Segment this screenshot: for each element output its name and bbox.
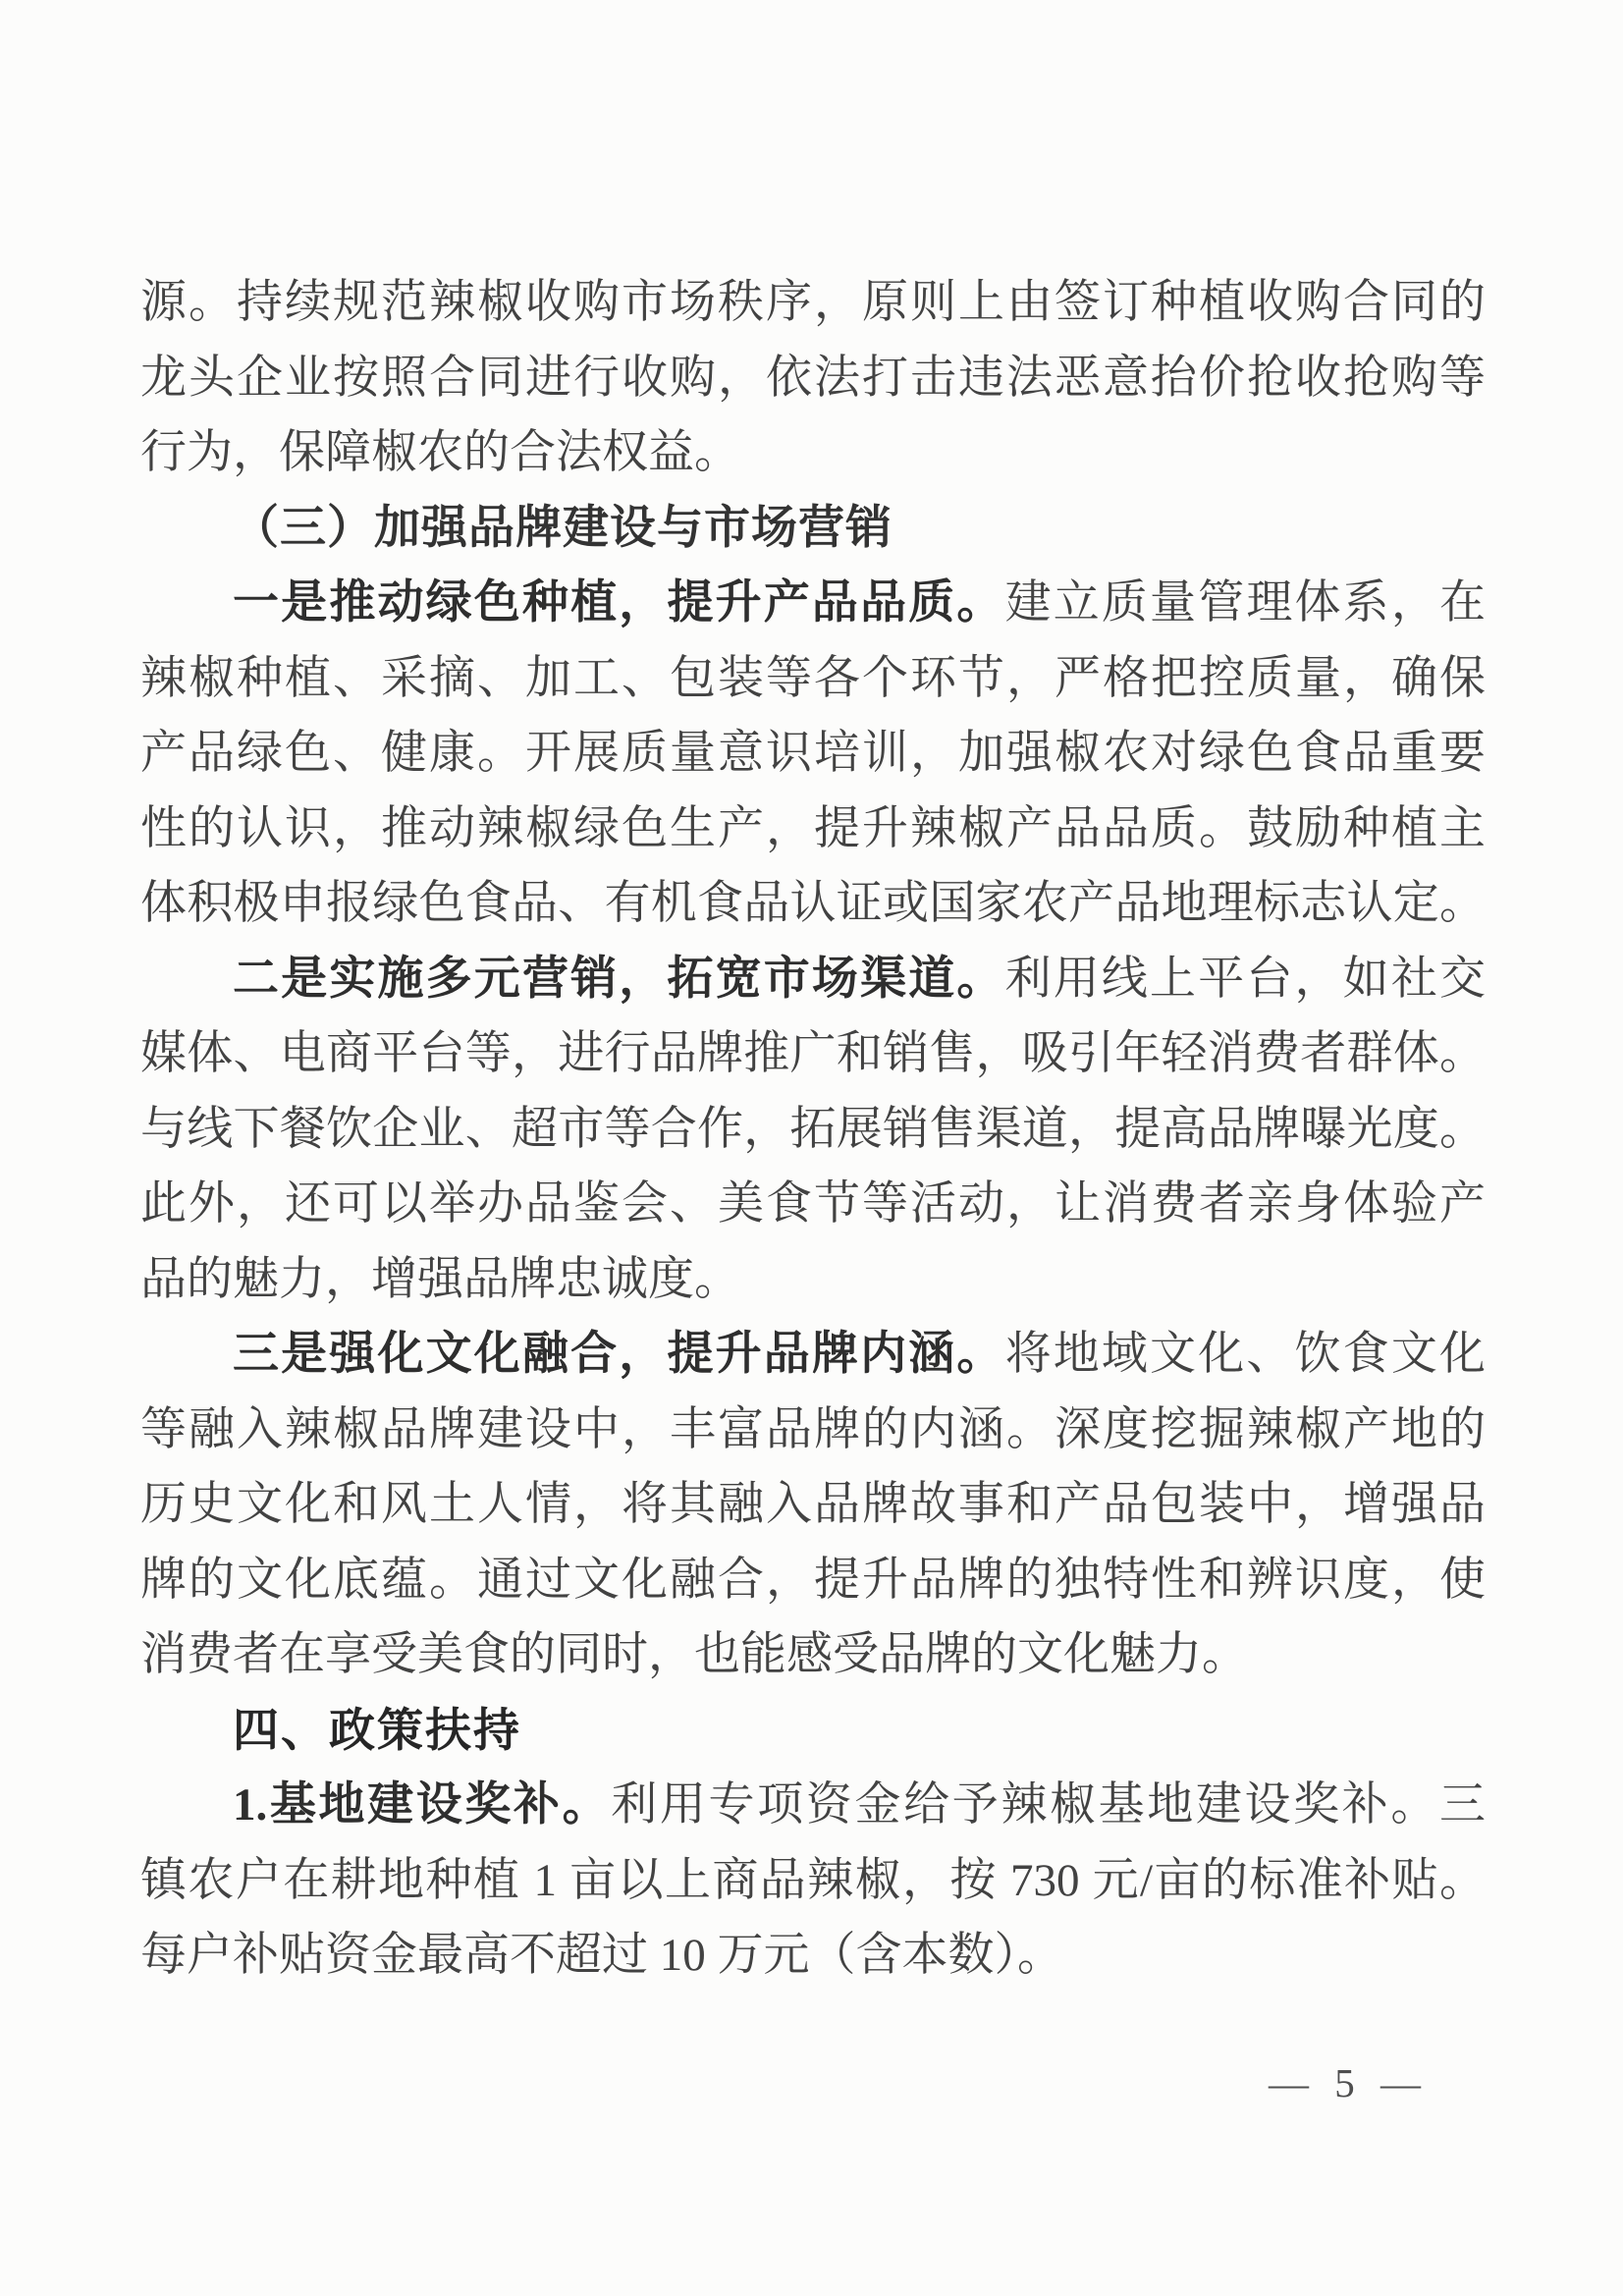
text-segment: 利用专项资金给予辣椒基地建设奖补。三 (611, 1779, 1487, 1831)
text-line (140, 866, 1486, 942)
text-line (140, 1768, 1486, 1843)
text-line (140, 1617, 1486, 1693)
text-segment: 镇农户在耕地种植 1 亩以上商品辣椒，按 730 元/亩的标准补贴。 (140, 1854, 1486, 1906)
heading-line (140, 491, 1486, 567)
text-segment: 将地域文化、饮食文化 (1004, 1329, 1487, 1380)
text-segment: 牌的文化底蕴。通过文化融合，提升品牌的独特性和辨识度，使 (140, 1554, 1486, 1606)
bold-text-segment: 二是实施多元营销，拓宽市场渠道。 (233, 953, 1005, 1005)
page-number: — 5 — (1269, 2060, 1421, 2105)
text-line (140, 1543, 1486, 1618)
text-segment: 体积极申报绿色食品、有机食品认证或国家农产品地理标志认定。 (140, 878, 1486, 929)
text-line (140, 1467, 1486, 1543)
document-body (140, 265, 1486, 1994)
text-line (140, 1393, 1486, 1468)
bold-text-segment: （三）加强品牌建设与市场营销 (233, 502, 893, 554)
text-line (140, 1092, 1486, 1168)
text-segment: 利用线上平台，如社交 (1004, 953, 1487, 1005)
text-line (140, 1242, 1486, 1318)
text-line (140, 1016, 1486, 1092)
text-segment: 消费者在享受美食的同时，也能感受品牌的文化魅力。 (140, 1629, 1248, 1680)
text-segment: 辣椒种植、采摘、加工、包装等各个环节，严格把控质量，确保 (140, 652, 1486, 704)
bold-text-segment: 一是推动绿色种植，提升产品品质。 (233, 577, 1005, 629)
text-segment: 媒体、电商平台等，进行品牌推广和销售，吸引年轻消费者群体。 (140, 1028, 1486, 1079)
text-segment: 建立质量管理体系，在 (1004, 577, 1487, 629)
text-segment: 源。持续规范辣椒收购市场秩序，原则上由签订种植收购合同的 (140, 277, 1486, 328)
text-line (140, 341, 1486, 416)
text-line (140, 942, 1486, 1017)
text-line (140, 1918, 1486, 1994)
text-segment: 龙头企业按照合同进行收购，依法打击违法恶意抬价抢收抢购等 (140, 352, 1486, 404)
text-line (140, 265, 1486, 341)
text-segment: 品的魅力，增强品牌忠诚度。 (140, 1253, 740, 1305)
text-line (140, 1317, 1486, 1393)
text-segment: 产品绿色、健康。开展质量意识培训，加强椒农对绿色食品重要 (140, 728, 1486, 779)
bold-text-segment: 1.基地建设奖补。 (233, 1779, 612, 1831)
text-line (140, 641, 1486, 717)
text-line (140, 415, 1486, 491)
text-line (140, 716, 1486, 792)
bold-text-segment: 三是强化文化融合，提升品牌内涵。 (233, 1329, 1005, 1380)
text-segment: 行为，保障椒农的合法权益。 (140, 427, 740, 478)
heading-line (140, 1693, 1486, 1769)
text-line (140, 566, 1486, 641)
text-segment: 此外，还可以举办品鉴会、美食节等活动，让消费者亲身体验产 (140, 1178, 1486, 1230)
text-line (140, 1167, 1486, 1242)
text-segment: 与线下餐饮企业、超市等合作，拓展销售渠道，提高品牌曝光度。 (140, 1103, 1486, 1155)
text-segment: 每户补贴资金最高不超过 10 万元（含本数）。 (140, 1930, 1063, 1981)
text-line (140, 1843, 1486, 1919)
text-segment: 等融入辣椒品牌建设中，丰富品牌的内涵。深度挖掘辣椒产地的 (140, 1403, 1486, 1455)
bold-text-segment: 四、政策扶持 (233, 1703, 521, 1756)
text-segment: 性的认识，推动辣椒绿色生产，提升辣椒产品品质。鼓励种植主 (140, 802, 1486, 854)
text-line (140, 792, 1486, 867)
text-segment: 历史文化和风土人情，将其融入品牌故事和产品包装中，增强品 (140, 1479, 1486, 1530)
